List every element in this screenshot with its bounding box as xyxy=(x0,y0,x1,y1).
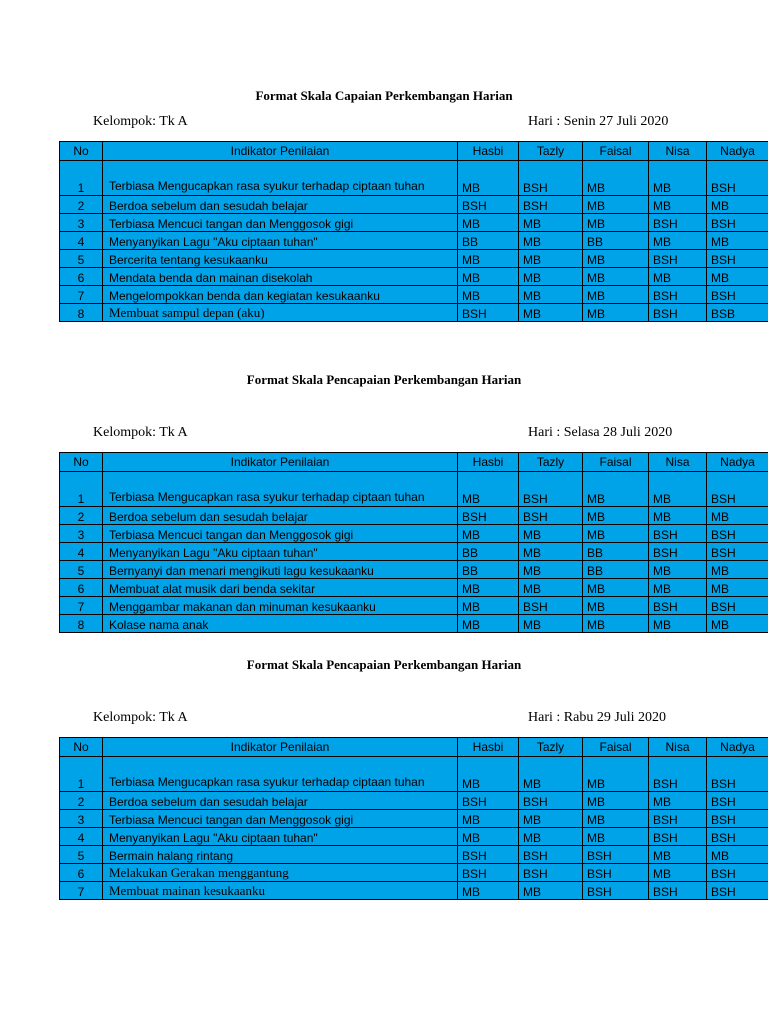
table-row xyxy=(60,757,768,792)
table-row xyxy=(60,304,768,322)
col-nadya-cell: BSH xyxy=(707,525,768,543)
section-2-title: Format Skala Pencapaian Perkembangan Harian xyxy=(246,372,522,387)
col-faisal-cell: BB xyxy=(583,561,649,579)
col-tazly-cell: MB xyxy=(519,828,583,846)
col-no-cell: 6 xyxy=(60,864,103,882)
col-hasbi-cell: MB xyxy=(458,161,519,196)
col-nadya-cell: BSH xyxy=(707,757,768,792)
col-indikator-cell: Bercerita tentang kesukaanku xyxy=(103,250,458,268)
col-nadya-cell: BSH xyxy=(707,810,768,828)
assessment-table-1 xyxy=(59,141,768,322)
table-row xyxy=(60,615,768,633)
table-row xyxy=(60,232,768,250)
col-indikator-header: Indikator Penilaian xyxy=(103,142,458,161)
col-no-header: No xyxy=(60,738,103,757)
col-faisal-cell: MB xyxy=(583,268,649,286)
col-tazly-cell: MB xyxy=(519,286,583,304)
col-nisa-cell: MB xyxy=(649,472,707,507)
col-faisal-cell: BSH xyxy=(583,864,649,882)
col-faisal-cell: BB xyxy=(583,543,649,561)
col-no-cell: 2 xyxy=(60,507,103,525)
col-indikator-cell: Menyanyikan Lagu "Aku ciptaan tuhan" xyxy=(103,828,458,846)
col-no-cell: 2 xyxy=(60,196,103,214)
col-faisal-cell: MB xyxy=(583,507,649,525)
col-indikator-cell: Membuat mainan kesukaanku xyxy=(103,882,458,900)
table-row xyxy=(60,196,768,214)
col-tazly-cell: BSH xyxy=(519,864,583,882)
col-indikator-cell: Terbiasa Mencuci tangan dan Menggosok gigi xyxy=(103,214,458,232)
col-nadya-cell: MB xyxy=(707,561,768,579)
section-3-hari: Hari : Rabu 29 Juli 2020 xyxy=(528,710,667,725)
col-tazly-cell: MB xyxy=(519,615,583,633)
col-hasbi-cell: BSH xyxy=(458,304,519,322)
col-indikator-cell: Berdoa sebelum dan sesudah belajar xyxy=(103,507,458,525)
col-indikator-cell: Mengelompokkan benda dan kegiatan kesukaanku xyxy=(103,286,458,304)
col-nadya-header: Nadya xyxy=(707,142,768,161)
table-header-row xyxy=(60,453,768,472)
table-row xyxy=(60,792,768,810)
col-faisal-cell: BSH xyxy=(583,882,649,900)
col-no-cell: 4 xyxy=(60,232,103,250)
col-hasbi-cell: MB xyxy=(458,286,519,304)
col-nisa-cell: MB xyxy=(649,196,707,214)
col-no-cell: 3 xyxy=(60,214,103,232)
col-nadya-cell: MB xyxy=(707,232,768,250)
col-nisa-cell: BSH xyxy=(649,286,707,304)
col-indikator-cell: Terbiasa Mengucapkan rasa syukur terhadap ciptaan tuhan xyxy=(103,472,458,507)
col-indikator-cell: Menggambar makanan dan minuman kesukaanku xyxy=(103,597,458,615)
col-nadya-cell: MB xyxy=(707,507,768,525)
col-faisal-cell: MB xyxy=(583,792,649,810)
col-indikator-cell: Terbiasa Mencuci tangan dan Menggosok gigi xyxy=(103,810,458,828)
col-nisa-cell: BSH xyxy=(649,810,707,828)
col-nisa-cell: MB xyxy=(649,792,707,810)
col-hasbi-header: Hasbi xyxy=(458,453,519,472)
col-tazly-cell: MB xyxy=(519,757,583,792)
col-no-cell: 3 xyxy=(60,810,103,828)
col-hasbi-cell: BB xyxy=(458,232,519,250)
col-tazly-cell: MB xyxy=(519,232,583,250)
col-no-cell: 2 xyxy=(60,792,103,810)
col-no-header: No xyxy=(60,453,103,472)
col-nadya-cell: BSH xyxy=(707,543,768,561)
section-1-kelompok: Kelompok: Tk A xyxy=(93,114,188,129)
col-hasbi-cell: MB xyxy=(458,882,519,900)
col-nadya-cell: BSH xyxy=(707,250,768,268)
col-nisa-cell: BSH xyxy=(649,882,707,900)
col-nisa-header: Nisa xyxy=(649,738,707,757)
table-row xyxy=(60,472,768,507)
col-hasbi-cell: MB xyxy=(458,579,519,597)
col-nadya-header: Nadya xyxy=(707,738,768,757)
col-nadya-cell: BSH xyxy=(707,597,768,615)
col-faisal-header: Faisal xyxy=(583,142,649,161)
col-indikator-cell: Melakukan Gerakan menggantung xyxy=(103,864,458,882)
col-no-cell: 7 xyxy=(60,882,103,900)
col-faisal-cell: MB xyxy=(583,472,649,507)
col-tazly-cell: BSH xyxy=(519,161,583,196)
col-nadya-cell: MB xyxy=(707,196,768,214)
col-no-cell: 1 xyxy=(60,161,103,196)
col-nadya-cell: BSH xyxy=(707,214,768,232)
col-faisal-cell: MB xyxy=(583,196,649,214)
assessment-table-2 xyxy=(59,452,768,633)
col-nisa-cell: MB xyxy=(649,864,707,882)
col-faisal-cell: MB xyxy=(583,597,649,615)
col-nisa-cell: MB xyxy=(649,579,707,597)
col-nadya-cell: BSH xyxy=(707,882,768,900)
col-hasbi-header: Hasbi xyxy=(458,738,519,757)
table-row xyxy=(60,161,768,196)
col-nadya-cell: BSH xyxy=(707,792,768,810)
table-header-row xyxy=(60,738,768,757)
col-hasbi-cell: MB xyxy=(458,597,519,615)
table-row xyxy=(60,286,768,304)
col-tazly-cell: MB xyxy=(519,214,583,232)
col-tazly-cell: MB xyxy=(519,810,583,828)
col-hasbi-cell: BB xyxy=(458,561,519,579)
table-row xyxy=(60,250,768,268)
col-indikator-cell: Kolase nama anak xyxy=(103,615,458,633)
col-faisal-cell: MB xyxy=(583,757,649,792)
col-faisal-cell: MB xyxy=(583,579,649,597)
col-no-cell: 5 xyxy=(60,561,103,579)
col-tazly-cell: BSH xyxy=(519,846,583,864)
col-indikator-cell: Membuat sampul depan (aku) xyxy=(103,304,458,322)
col-indikator-cell: Menyanyikan Lagu "Aku ciptaan tuhan" xyxy=(103,232,458,250)
col-tazly-cell: MB xyxy=(519,579,583,597)
assessment-table-3 xyxy=(59,737,768,900)
col-tazly-cell: MB xyxy=(519,561,583,579)
col-nadya-cell: BSH xyxy=(707,161,768,196)
col-nisa-cell: MB xyxy=(649,846,707,864)
col-hasbi-cell: MB xyxy=(458,615,519,633)
col-nadya-cell: BSB xyxy=(707,304,768,322)
col-indikator-cell: Berdoa sebelum dan sesudah belajar xyxy=(103,792,458,810)
col-nisa-header: Nisa xyxy=(649,453,707,472)
col-nisa-cell: BSH xyxy=(649,543,707,561)
col-nadya-cell: MB xyxy=(707,268,768,286)
col-no-cell: 8 xyxy=(60,615,103,633)
col-tazly-cell: BSH xyxy=(519,196,583,214)
col-tazly-cell: MB xyxy=(519,543,583,561)
col-nisa-cell: BSH xyxy=(649,250,707,268)
table-row xyxy=(60,810,768,828)
col-faisal-cell: MB xyxy=(583,214,649,232)
col-tazly-cell: MB xyxy=(519,304,583,322)
col-no-cell: 5 xyxy=(60,846,103,864)
col-no-cell: 4 xyxy=(60,828,103,846)
col-hasbi-cell: MB xyxy=(458,810,519,828)
col-hasbi-cell: MB xyxy=(458,757,519,792)
col-nisa-cell: BSH xyxy=(649,304,707,322)
col-nadya-cell: BSH xyxy=(707,828,768,846)
col-no-cell: 1 xyxy=(60,757,103,792)
col-nisa-cell: BSH xyxy=(649,525,707,543)
col-hasbi-cell: BB xyxy=(458,543,519,561)
col-tazly-header: Tazly xyxy=(519,738,583,757)
section-3-kelompok: Kelompok: Tk A xyxy=(93,710,188,725)
col-nadya-cell: BSH xyxy=(707,286,768,304)
table-row xyxy=(60,507,768,525)
col-nadya-cell: MB xyxy=(707,615,768,633)
table-row xyxy=(60,882,768,900)
table-row xyxy=(60,864,768,882)
col-tazly-cell: BSH xyxy=(519,597,583,615)
col-indikator-cell: Membuat alat musik dari benda sekitar xyxy=(103,579,458,597)
col-nisa-cell: MB xyxy=(649,161,707,196)
col-indikator-header: Indikator Penilaian xyxy=(103,738,458,757)
col-indikator-cell: Terbiasa Mengucapkan rasa syukur terhadap ciptaan tuhan xyxy=(103,161,458,196)
col-no-cell: 6 xyxy=(60,268,103,286)
table-row xyxy=(60,214,768,232)
col-faisal-cell: MB xyxy=(583,250,649,268)
col-no-cell: 3 xyxy=(60,525,103,543)
col-nisa-header: Nisa xyxy=(649,142,707,161)
table-header-row xyxy=(60,142,768,161)
col-faisal-cell: BB xyxy=(583,232,649,250)
section-2-hari: Hari : Selasa 28 Juli 2020 xyxy=(528,425,673,440)
col-nadya-cell: BSH xyxy=(707,472,768,507)
col-faisal-cell: MB xyxy=(583,525,649,543)
col-no-cell: 4 xyxy=(60,543,103,561)
col-nadya-cell: MB xyxy=(707,846,768,864)
col-faisal-cell: MB xyxy=(583,810,649,828)
col-faisal-cell: MB xyxy=(583,615,649,633)
col-hasbi-cell: BSH xyxy=(458,846,519,864)
table-row xyxy=(60,561,768,579)
col-no-header: No xyxy=(60,142,103,161)
col-faisal-cell: MB xyxy=(583,304,649,322)
section-1-title: Format Skala Capaian Perkembangan Harian xyxy=(255,88,513,103)
col-faisal-cell: MB xyxy=(583,161,649,196)
table-row xyxy=(60,597,768,615)
col-tazly-cell: BSH xyxy=(519,507,583,525)
col-no-cell: 8 xyxy=(60,304,103,322)
table-row xyxy=(60,846,768,864)
col-faisal-header: Faisal xyxy=(583,738,649,757)
section-2-kelompok: Kelompok: Tk A xyxy=(93,425,188,440)
col-tazly-cell: MB xyxy=(519,250,583,268)
col-tazly-header: Tazly xyxy=(519,453,583,472)
col-indikator-cell: Bernyanyi dan menari mengikuti lagu kesukaanku xyxy=(103,561,458,579)
col-nadya-cell: BSH xyxy=(707,864,768,882)
col-nisa-cell: BSH xyxy=(649,757,707,792)
col-hasbi-cell: BSH xyxy=(458,507,519,525)
col-nisa-cell: MB xyxy=(649,507,707,525)
col-nadya-header: Nadya xyxy=(707,453,768,472)
col-hasbi-cell: MB xyxy=(458,214,519,232)
col-hasbi-cell: MB xyxy=(458,268,519,286)
col-faisal-header: Faisal xyxy=(583,453,649,472)
table-row xyxy=(60,828,768,846)
col-indikator-cell: Mendata benda dan mainan disekolah xyxy=(103,268,458,286)
col-nisa-cell: MB xyxy=(649,615,707,633)
col-indikator-cell: Terbiasa Mengucapkan rasa syukur terhadap ciptaan tuhan xyxy=(103,757,458,792)
col-tazly-cell: MB xyxy=(519,268,583,286)
col-no-cell: 7 xyxy=(60,597,103,615)
col-faisal-cell: MB xyxy=(583,828,649,846)
col-hasbi-cell: BSH xyxy=(458,864,519,882)
table-row xyxy=(60,525,768,543)
col-tazly-cell: BSH xyxy=(519,472,583,507)
col-hasbi-cell: MB xyxy=(458,250,519,268)
table-row xyxy=(60,579,768,597)
col-tazly-cell: BSH xyxy=(519,792,583,810)
col-nisa-cell: BSH xyxy=(649,828,707,846)
col-hasbi-header: Hasbi xyxy=(458,142,519,161)
col-indikator-cell: Bermain halang rintang xyxy=(103,846,458,864)
col-hasbi-cell: BSH xyxy=(458,792,519,810)
col-indikator-cell: Menyanyikan Lagu "Aku ciptaan tuhan" xyxy=(103,543,458,561)
col-no-cell: 1 xyxy=(60,472,103,507)
col-indikator-cell: Berdoa sebelum dan sesudah belajar xyxy=(103,196,458,214)
col-nisa-cell: MB xyxy=(649,561,707,579)
col-nadya-cell: MB xyxy=(707,579,768,597)
col-no-cell: 5 xyxy=(60,250,103,268)
col-indikator-cell: Terbiasa Mencuci tangan dan Menggosok gigi xyxy=(103,525,458,543)
col-hasbi-cell: MB xyxy=(458,472,519,507)
col-faisal-cell: MB xyxy=(583,286,649,304)
col-hasbi-cell: MB xyxy=(458,828,519,846)
table-row xyxy=(60,268,768,286)
col-tazly-cell: MB xyxy=(519,882,583,900)
col-indikator-header: Indikator Penilaian xyxy=(103,453,458,472)
col-nisa-cell: BSH xyxy=(649,597,707,615)
col-nisa-cell: BSH xyxy=(649,214,707,232)
col-no-cell: 6 xyxy=(60,579,103,597)
col-hasbi-cell: MB xyxy=(458,525,519,543)
table-row xyxy=(60,543,768,561)
col-tazly-header: Tazly xyxy=(519,142,583,161)
col-hasbi-cell: BSH xyxy=(458,196,519,214)
col-nisa-cell: MB xyxy=(649,268,707,286)
col-no-cell: 7 xyxy=(60,286,103,304)
section-1-hari: Hari : Senin 27 Juli 2020 xyxy=(528,114,669,129)
col-tazly-cell: MB xyxy=(519,525,583,543)
col-faisal-cell: BSH xyxy=(583,846,649,864)
section-3-title: Format Skala Pencapaian Perkembangan Harian xyxy=(246,657,522,672)
col-nisa-cell: MB xyxy=(649,232,707,250)
